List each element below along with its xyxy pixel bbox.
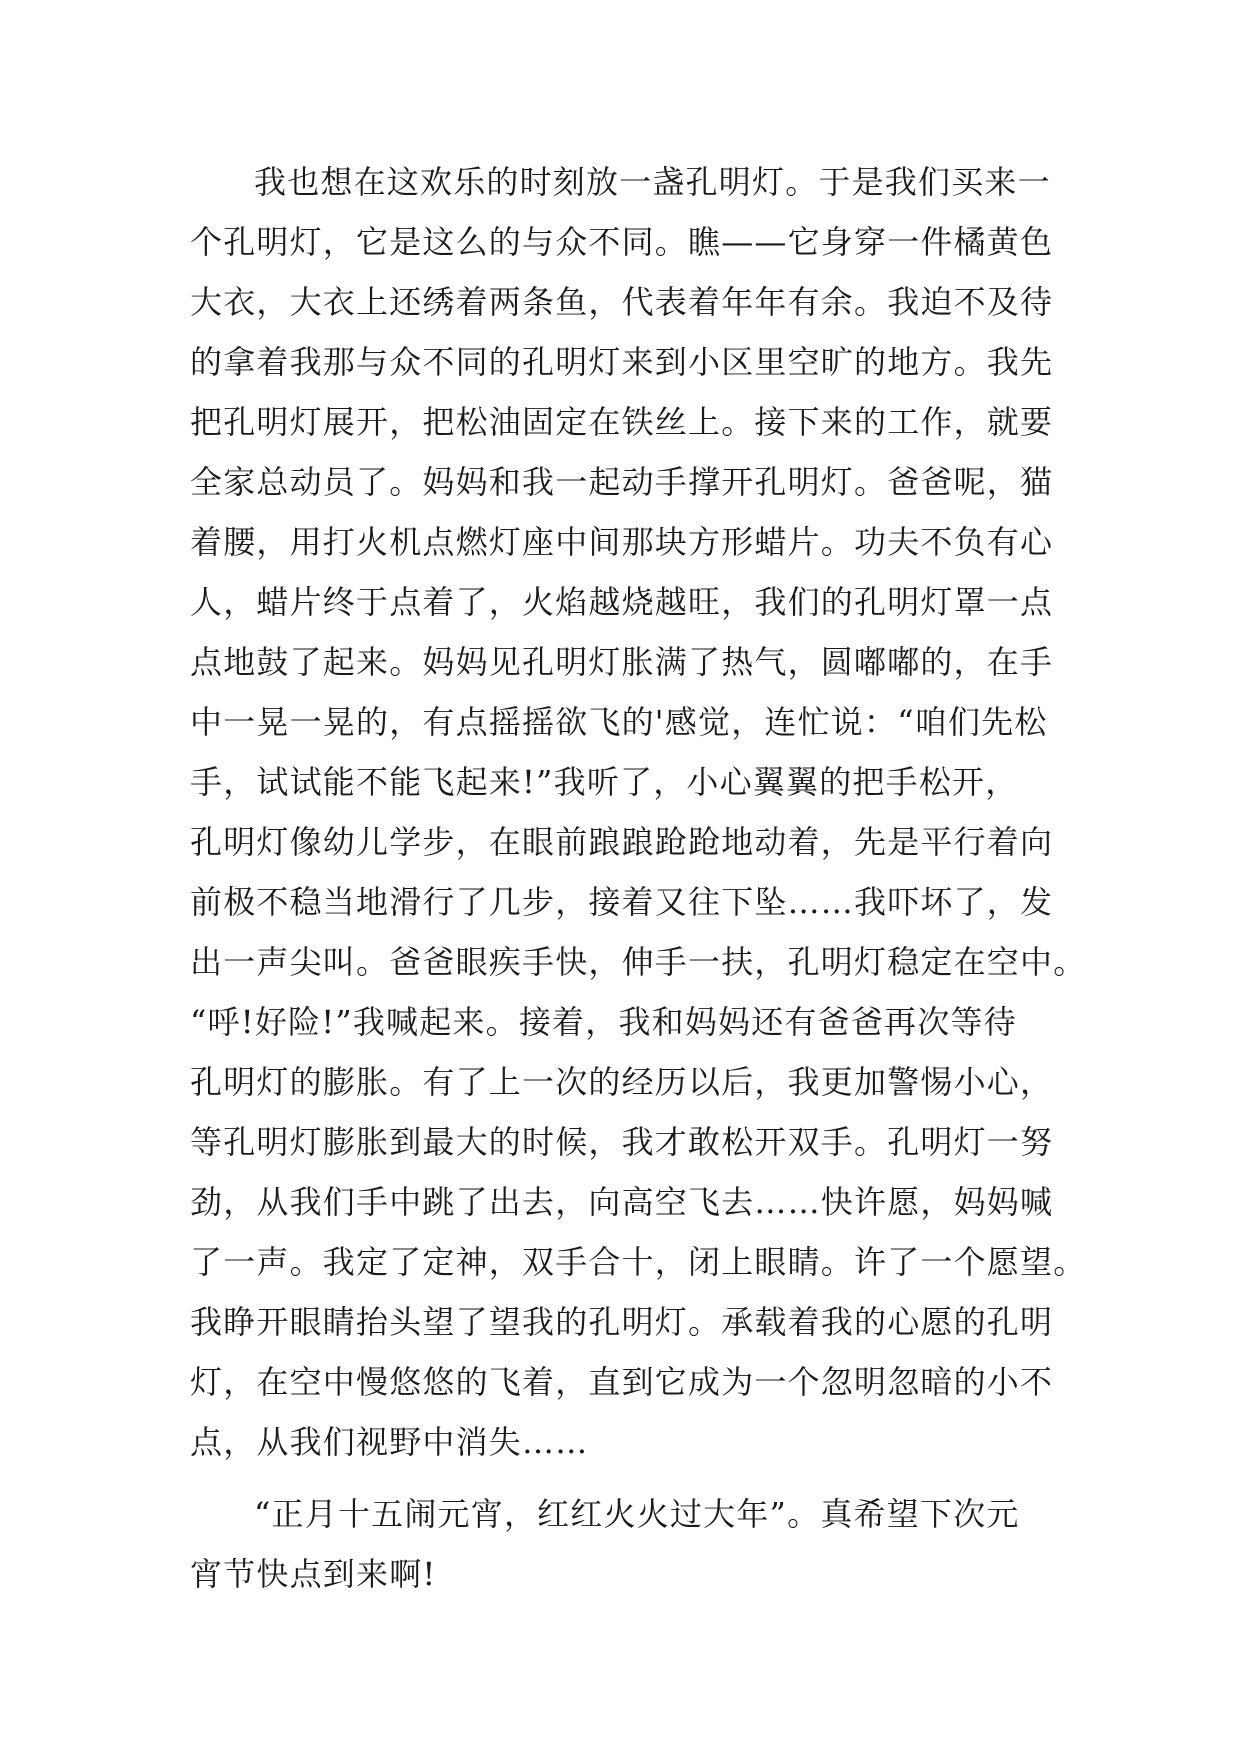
text-line: 着腰，用打火机点燃灯座中间那块方形蜡片。功夫不负有心 [190, 523, 1054, 561]
text-line: 大衣，大衣上还绣着两条鱼，代表着年年有余。我迫不及待 [190, 283, 1054, 321]
text-line: 出一声尖叫。爸爸眼疾手快，伸手一扶，孔明灯稳定在空中。 [190, 943, 1087, 981]
text-line: 点地鼓了起来。妈妈见孔明灯胀满了热气，圆嘟嘟的，在手 [190, 643, 1054, 681]
text-line: 前极不稳当地滑行了几步，接着又往下坠……我吓坏了，发 [190, 883, 1054, 921]
text-line: 的拿着我那与众不同的孔明灯来到小区里空旷的地方。我先 [190, 343, 1054, 381]
text-line: 孔明灯像幼儿学步，在眼前踉踉跄跄地动着，先是平行着向 [190, 823, 1054, 861]
text-line: 个孔明灯，它是这么的与众不同。瞧——它身穿一件橘黄色 [190, 223, 1054, 261]
text-line: 孔明灯的膨胀。有了上一次的经历以后，我更加警惕小心， [190, 1063, 1054, 1101]
text-line: “正月十五闹元宵，红红火火过大年”。真希望下次元 [254, 1495, 1020, 1533]
text-line: 宵节快点到来啊! [190, 1555, 437, 1593]
document-body [190, 152, 1087, 1604]
text-line: 点，从我们视野中消失…… [190, 1423, 589, 1461]
paragraph-2 [190, 1484, 1070, 1604]
text-line: 劲，从我们手中跳了出去，向高空飞去……快许愿，妈妈喊 [190, 1183, 1054, 1221]
text-line: 灯，在空中慢悠悠的飞着，直到它成为一个忽明忽暗的小不 [190, 1363, 1054, 1401]
text-line: 人，蜡片终于点着了，火焰越烧越旺，我们的孔明灯罩一点 [190, 583, 1054, 621]
text-line: 中一晃一晃的，有点摇摇欲飞的'感觉，连忙说：“咱们先松 [190, 703, 1048, 741]
text-line: 等孔明灯膨胀到最大的时候，我才敢松开双手。孔明灯一努 [190, 1123, 1054, 1161]
text-line: 把孔明灯展开，把松油固定在铁丝上。接下来的工作，就要 [190, 403, 1054, 441]
text-line: 我睁开眼睛抬头望了望我的孔明灯。承载着我的心愿的孔明 [190, 1303, 1054, 1341]
text-line: 手，试试能不能飞起来!”我听了，小心翼翼的把手松开， [190, 763, 1019, 801]
text-line: 我也想在这欢乐的时刻放一盏孔明灯。于是我们买来一 [254, 163, 1051, 201]
paragraph-spacer [190, 1472, 1070, 1484]
text-line: 全家总动员了。妈妈和我一起动手撑开孔明灯。爸爸呢，猫 [190, 463, 1054, 501]
text-line: “呼!好险!”我喊起来。接着，我和妈妈还有爸爸再次等待 [190, 1003, 1017, 1041]
text-line: 了一声。我定了定神，双手合十，闭上眼睛。许了一个愿望。 [190, 1243, 1087, 1281]
paragraph-1 [190, 152, 1087, 1472]
